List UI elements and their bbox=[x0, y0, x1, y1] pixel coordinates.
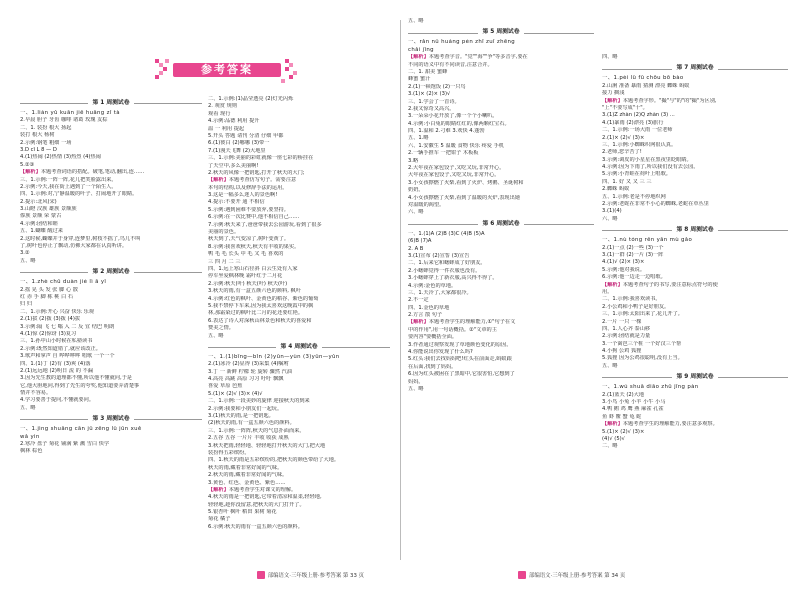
answer-line: 林,那霜染过的枫叶比二月的花还要红艳。 bbox=[208, 310, 304, 317]
answer-line: 2.摇 晃 头 发 张 脚 心 散 bbox=[20, 286, 78, 293]
answer-line: 五、略 bbox=[20, 404, 36, 411]
answer-line: 装打 根大 杨树 bbox=[20, 132, 55, 139]
answer-line: 2.山涧 准备 暴雨 猜测 漂亮 蜘蛛 蚂蚁 bbox=[602, 82, 690, 89]
answer-line: 2.(1)拔 (2)拨 (3)拨 (4)拔 bbox=[20, 316, 81, 323]
answer-line: 红 赤 手 脚 栋 桃 白 石 bbox=[20, 293, 74, 300]
section-heading: 第 4 周测试卷 bbox=[208, 342, 390, 353]
answer-line: 2.寒冷 盘子 菊花 铺满 紫 溅 雪白 快学 bbox=[20, 441, 110, 448]
section-heading: 第 9 周测试卷 bbox=[602, 372, 788, 383]
analysis-note: 【解析】本题考查字形。"撮"与"的"的"撮"为区别, bbox=[602, 97, 717, 104]
answer-line: 二、1.示例:一场大雨 一位老师 bbox=[602, 127, 673, 134]
answer-line: 三、1.示例:美丽的彩虹就像一座七彩的桥挂在 bbox=[208, 155, 314, 162]
answer-line: 4.你能说出你发现了什么吗? bbox=[408, 349, 473, 356]
answer-line: 四、1.远上寒山石径斜 白云生处有人家 bbox=[208, 265, 298, 272]
answer-line: 3.丁 一 新鲜 柠檬 轮 旋转 骤然 汽油 bbox=[208, 368, 292, 375]
banner-title: 参考答案 bbox=[201, 63, 253, 76]
answer-line: 2.一片 一只 一棵 bbox=[602, 318, 642, 325]
answer-line: 四、1.(1)丁 (2)有 (3)爽 (4)落 bbox=[20, 360, 91, 367]
answer-line: 了,树叶也停止了飘动,仿佛大家都在认真听讲。 bbox=[20, 243, 128, 250]
checker-deco bbox=[155, 75, 159, 79]
answer-line: 2.(1)蓝天 (2)大地 bbox=[602, 391, 645, 398]
answer-line: 4.学习要善于提问,不懂就要问。 bbox=[20, 397, 95, 404]
pinyin-line: 一、1.pèi lǚ fū chōu bō bào bbox=[602, 75, 684, 82]
analysis-tag: 【解析】 bbox=[408, 54, 429, 61]
answer-line: 2.(1)一顿饱饭 (2)一只鸟 bbox=[408, 83, 466, 90]
answer-line: 3.一朵朵小花开放了,像一个个小喇叭。 bbox=[408, 113, 498, 120]
pinyin-line: 一、1.nù tóng rěn yān mù gǎo bbox=[602, 237, 693, 244]
pinyin-line: 一、rǎn nǚ huáng pén zhī zuǐ zhēng bbox=[408, 39, 516, 46]
answer-line: (6)B (7)A bbox=[408, 238, 432, 245]
analysis-tag: 【解析】 bbox=[208, 486, 229, 493]
answer-line: 五、略 bbox=[602, 362, 618, 369]
answer-line: 三、1.学会了一首诗。 bbox=[408, 98, 460, 105]
left-column-2 bbox=[208, 96, 390, 531]
right-column-1 bbox=[408, 18, 594, 393]
answer-line: 六、1.安徽生 5 温暖 食物 快乐 疼爱 手机 bbox=[408, 142, 504, 149]
answer-line: 停车坐爱枫林晚 霜叶红于二月花 bbox=[208, 273, 283, 280]
answer-line: 2.早晨 胆子 牙齿 咖啡 诸葛 玫瑰 友棕 bbox=[20, 117, 108, 124]
section-heading: 第 3 周测试卷 bbox=[20, 414, 202, 425]
answer-line: 3.因为先生教的道理都不懂,所以他不懂就问,于是 bbox=[20, 375, 132, 382]
answer-line: 3.秋天的雨,有一盒五颜六色的颜料, 枫叶 bbox=[208, 288, 301, 295]
answer-line: 3.示例:调皮的小星星在黑夜里眨眼睛。 bbox=[602, 156, 692, 163]
answer-line: 2.示例:老蛇在非常不小心的蜘蛛,老蛇在草丛里 bbox=[602, 201, 709, 208]
analysis-tag: 【解析】 bbox=[602, 421, 623, 428]
answer-line: 四、略 bbox=[602, 54, 618, 60]
answer-line: 六、略 bbox=[408, 209, 424, 216]
answer-line: 轻轻地,趁你没留意,把秋天的大门打开了。 bbox=[208, 501, 305, 508]
answer-line: 三、1.天冷了,大家都很冷。 bbox=[408, 289, 472, 296]
answer-line: 2.不一定 bbox=[408, 297, 429, 304]
answer-line: 四、1. 好 又 又 三 三 bbox=[602, 178, 652, 185]
answer-line: 四、1.金色的草地 bbox=[408, 304, 450, 311]
pinyin-line: 一、1.wú shuā diāo zhū jīng pàn bbox=[602, 384, 699, 391]
answer-line: 4.示例:小白兔的眼睛红红的,像两颗红宝石。 bbox=[408, 120, 510, 127]
answer-line: 6.示例:在一次比赛中,他不相信自己…… bbox=[208, 214, 300, 221]
answer-line: 秋天到了,天气变凉了,树叶变黄了。 bbox=[208, 236, 290, 243]
answer-line: 五、略 bbox=[408, 18, 424, 24]
pinyin-line: 一、1.(1)bīng—bǐn (2)yūn—yùn (3)yǔn—yǔn bbox=[208, 353, 340, 360]
answer-line: 四、1.温和 2.刁难 3.欢快 4.蓬勃 bbox=[408, 128, 485, 135]
analysis-tag: 【解析】 bbox=[602, 97, 623, 104]
answer-line: 4.秋天的雨是一把钥匙,它带着清凉和温柔,轻轻地, bbox=[208, 494, 322, 501]
answer-line: 5.开头 答题 请刊 分清 仔细 甲都 bbox=[208, 132, 284, 139]
answer-line: 四、1.人心齐 泰山移 bbox=[602, 325, 651, 332]
section-heading: 第 5 周测试卷 bbox=[408, 27, 594, 38]
answer-line: 5.②③ bbox=[20, 161, 35, 168]
answer-line: 五、略 bbox=[408, 385, 424, 392]
answer-line: 二、1.示例:开心 兴奋 快乐 乐观 bbox=[20, 308, 94, 315]
right-page bbox=[400, 0, 800, 599]
answer-line: 三、1.示例:一阵一阵,花儿把笑脸露出来。 bbox=[20, 176, 117, 183]
answer-line: 2.示例:既然知道错了,就应该改正。 bbox=[20, 345, 101, 352]
pinyin-line: 一、1.lián yǔ kuān jiē huāng zǐ tà bbox=[20, 110, 120, 116]
answer-line: 4.示例:品德 利用 提升 bbox=[208, 118, 260, 125]
answer-line: 4.(1)热闹 (2)热情 (3)热烈 (4)热闹 bbox=[20, 154, 101, 161]
answer-line: 四、1.秋天的雨是五彩缤纷的,把秋天的颜色带给了大地。 bbox=[208, 457, 340, 464]
answer-line: 4.小狗 公鸡 狐狸 bbox=[602, 348, 642, 355]
answer-line: 4.鸭 鹅 鸡 鹰 燕 麻雀 孔雀 bbox=[602, 406, 664, 413]
answer-line: 六、略 bbox=[602, 215, 618, 222]
answer-line: 温 一 利用 提起 bbox=[208, 125, 245, 132]
answer-line: 本句的结构,以及修辞手法的运用。 bbox=[208, 184, 288, 191]
checker-deco bbox=[281, 79, 285, 83]
answer-line: 4.示例:因为下雨了,所以我们没有去公园。 bbox=[602, 164, 699, 171]
answer-line: 4.高亮 高跳 高原 习习 吁吁 飘飘 bbox=[208, 376, 284, 383]
answer-line: 五、1.略 bbox=[408, 135, 429, 142]
answer-line: 三、1.孙中山小时候在私塾读书 bbox=[20, 338, 93, 345]
answer-line: 2.(1)一点 (2)一些 (3)一个 bbox=[602, 244, 664, 251]
answer-line: 6.示例:他一边走一边唱歌。 bbox=[602, 274, 666, 281]
section-heading: 第 8 周测试卷 bbox=[602, 225, 788, 236]
analysis-note: 【解析】本题考查仿写句子。需要注意 bbox=[208, 177, 297, 184]
answer-line: 2.示例:钢笔 粗细 一场 bbox=[20, 139, 72, 146]
answer-line: 要内容"要概括全面。 bbox=[408, 334, 458, 341]
answer-line: 鱼 虾 鳖 蟹 龟 蛇 bbox=[602, 413, 642, 420]
answer-line: 三、1.示例:一阵阵,秋天的气息扑面而来。 bbox=[208, 427, 305, 434]
answer-line: 3.D cǐ L 8 — D bbox=[20, 146, 57, 153]
answer-line: 6.表达了诗人对深秋山林景色和秋天的喜爱和 bbox=[208, 317, 312, 324]
answer-line: 2. A B bbox=[408, 245, 424, 252]
answer-line: 菊花 橘子 bbox=[208, 516, 231, 523]
answer-line: 3.小女孩擦燃了火柴,看到了火炉、烤鹅、圣诞树和 bbox=[408, 179, 524, 186]
answer-line: 2.示例:秋天(叶) 秋天(叶) 秋天(叶) bbox=[208, 280, 288, 287]
answer-line: 2.小蟋蟀觉得一件衣服也没有。 bbox=[408, 267, 481, 274]
answer-line: 2.提示:北风(宋) bbox=[20, 198, 57, 205]
answer-line: 一、1.(1)A (2)B (3)C (4)B (5)A bbox=[408, 230, 485, 237]
answer-line: 3.小蟋蟀穿上了新衣服,高兴得不得了。 bbox=[408, 275, 498, 282]
answer-line: 2.示例:团结就是力量 bbox=[602, 333, 651, 340]
answer-line: (2)秋天的雨,有一盒五颜六色的颜料。 bbox=[208, 420, 295, 427]
answer-line: 情并不容易。 bbox=[20, 390, 52, 397]
answer-line: 3.(1)(4) bbox=[602, 208, 622, 215]
answer-line: 秋天的雨,藏着非常好闻的气味。 bbox=[208, 464, 283, 471]
pinyin-line: 一、1.jìng shuāng cān jū zēng lǜ jūn xuě bbox=[20, 426, 142, 433]
checker-deco bbox=[285, 67, 289, 71]
answer-line: 二、1.后来它和蟋蟀成了好朋友。 bbox=[408, 260, 486, 267]
analysis-note: 【解析】本题考查词语的搭配。破笔,笔动,翻出,连…… bbox=[20, 169, 145, 176]
answer-line: 5.(1)× (2)√ (3)× (4)√ bbox=[208, 390, 263, 397]
answer-line: 二、1.示例:一段美妙的旋律 迎接秋天的到来 bbox=[208, 398, 310, 405]
analysis-tag: 【解析】 bbox=[208, 177, 229, 184]
checker-deco bbox=[289, 75, 293, 79]
analysis-note: 【解析】本题考查学生的理解能力,①"句子在文 bbox=[408, 319, 516, 326]
answer-line: 2.大年夜在家包饺子,又吃又玩,非常开心。 bbox=[408, 165, 505, 172]
answer-line: 蜂蜜 蜜汁 bbox=[408, 76, 431, 83]
checker-deco bbox=[289, 63, 293, 67]
answer-line: 7.示例:秋天来了,爸爸带我去公园游玩,看到了很多 bbox=[208, 221, 322, 228]
analysis-note: 【解析】本题考查字音。"觉""海""争"等多音字,要在 bbox=[408, 54, 528, 61]
answer-line: 5.示例:他对我说。 bbox=[602, 266, 646, 273]
answer-line: 2.老师,您辛苦了! bbox=[602, 149, 642, 156]
answer-line: 2.小公鸡和小鸭子是好朋友。 bbox=[602, 303, 670, 310]
answers-banner bbox=[151, 54, 301, 88]
answer-line: 五、1.示例:老是不停地织网 bbox=[602, 193, 666, 200]
answer-line: 2.秋天的风像一把钥匙,打开了秋天的大门; bbox=[208, 169, 305, 176]
checker-deco bbox=[163, 67, 167, 71]
answer-line: 4.示例:金色的草地。 bbox=[408, 282, 457, 289]
analysis-note: 【解析】本题考查句子的书写,要注意标点符号的使 bbox=[602, 281, 718, 288]
answer-line: 二、1. 甜美 蜜蜂 bbox=[408, 68, 448, 75]
answer-line: 它,他大胆地问,得到了先生的夸奖,他知道要弄清楚事 bbox=[20, 382, 140, 389]
answer-line: 三、1.示例:小蜘蛛织网很认真。 bbox=[602, 141, 677, 148]
answer-line: 中的作用",用一句话概括。②"文章的主 bbox=[408, 326, 497, 333]
answer-line: 5.(1)× (2)√ (3)× bbox=[602, 428, 645, 435]
answer-line: 2.这时候,蝴蝶并于身穿,连梦里,树枝不摇了,鸟儿不叫 bbox=[20, 235, 141, 242]
right-column-2 bbox=[602, 54, 788, 451]
answer-line: 2. 观赏 规则 bbox=[208, 103, 237, 110]
answer-line: 4.(1)暴雨 (2)漂亮 (3)旅行 bbox=[602, 119, 664, 126]
answer-line: 五、略 bbox=[208, 332, 224, 339]
answer-line: 8.示例:我喜欢秋天,秋天有丰收的果实。 bbox=[208, 243, 300, 250]
answer-line: 五、略 bbox=[20, 257, 36, 264]
answer-line: 喜爱 草原 芭蕉 bbox=[208, 383, 243, 390]
answer-line: 3.② bbox=[20, 250, 30, 257]
answer-line: 3.黄色、红色、金黄色、紫色…… bbox=[208, 479, 286, 486]
checker-deco bbox=[293, 71, 297, 75]
answer-line: 6.因为红头被困在了黑暗中,它很害怕,它想到了 bbox=[408, 371, 515, 378]
answer-line: 赞美之情。 bbox=[208, 325, 234, 332]
answer-line: 枫林 棕色 bbox=[20, 448, 43, 455]
answer-line: 3.小鸟 小兔 小羊 小牛 小马 bbox=[602, 399, 666, 406]
answer-line: 二、1.示例:(1)晶莹透亮 (2)灯光闪烁 bbox=[208, 96, 294, 102]
answer-line: 2.方言 散 句子 bbox=[408, 312, 443, 319]
analysis-tag: 【解析】 bbox=[408, 319, 429, 326]
section-heading: 第 7 周测试卷 bbox=[602, 63, 788, 74]
answer-line: 4.(1)惊 (2)惊讶 (3)复习 bbox=[20, 330, 77, 337]
answer-line: 3.秋天把雨,轻轻地、轻轻地打开秋天的大门,把大地 bbox=[208, 442, 326, 449]
answer-line: 3.这是一幅多么迷人的景色啊! bbox=[208, 192, 278, 199]
page-footer-left bbox=[257, 571, 364, 580]
answer-line: 了天空中,多么美丽啊! bbox=[208, 162, 259, 169]
answer-line: 归 归 bbox=[20, 301, 33, 308]
analysis-note: 【解析】本题考查学生的理解能力,要注意多观察。 bbox=[602, 421, 718, 428]
answer-line: 2.五谷 五谷 一片片 丰收 收获 成熟 bbox=[208, 435, 289, 442]
answer-line: 2.我又惊奇又高兴。 bbox=[408, 105, 455, 112]
checker-deco bbox=[159, 71, 163, 75]
answer-line: 2.(1)× (2)√ (3)× bbox=[602, 134, 645, 141]
answer-line: 美丽的景色。 bbox=[208, 229, 240, 236]
answer-line: 2.蜘蛛 蚂蚁 bbox=[602, 186, 630, 193]
answer-line: 二、1.示例:我喜欢读书。 bbox=[602, 296, 661, 303]
answer-line: 3.山瞪 汉族 雄族 景颇族 bbox=[20, 206, 77, 213]
answer-line: (4)√ (5)√ bbox=[602, 435, 625, 442]
answer-line: 大年夜在家包饺子,又吃又玩,非常开心。 bbox=[408, 172, 500, 179]
analysis-tag: 【解析】 bbox=[20, 169, 41, 176]
answer-line: 傣族 景颇 荣 蒙古 bbox=[20, 213, 62, 220]
answer-line: 2.一辆手推车 一把钳子 木板板 bbox=[408, 150, 479, 157]
answer-line: 用。 bbox=[602, 288, 613, 295]
answer-line: 5.狐狸 因为公鸡很聪明,没有上当。 bbox=[602, 355, 683, 362]
footer-text: 部编语文·三年级上册·参考答案 第 34 页 bbox=[529, 572, 626, 579]
footer-stamp bbox=[257, 571, 265, 579]
answer-line: 4.示例:红色的枫叶、金黄色的稻谷、紫色的葡萄 bbox=[208, 295, 319, 302]
analysis-tag: 【解析】 bbox=[602, 281, 623, 288]
answer-line: 2.秋天的雨,藏着非常好闻的气味。 bbox=[208, 472, 288, 479]
answer-line: 4.提示:不要开 通 不相信 bbox=[208, 199, 265, 206]
answer-line: 5.红头:我们去找妈妈吧!红头在前面走,蚂蚁跟 bbox=[408, 356, 512, 363]
answer-line: 7.(1)漫天飞舞 (2)大地里 bbox=[208, 147, 266, 154]
page-footer-right bbox=[518, 571, 625, 580]
answer-line: 2.示例:我要和小朋友们一起玩。 bbox=[208, 405, 283, 412]
answer-line: 不同的语义中有不同读音,注意合并。 bbox=[408, 61, 493, 68]
answer-line: 3.作者通过观察发现了草地颜色变化的原因。 bbox=[408, 341, 512, 348]
answer-line: 3.歌声和掌声 自 哗哗哗哗 唱歌 一个一个 bbox=[20, 353, 115, 360]
answer-line: 3.(1)宣布 (2)宣誓 (3)宣告 bbox=[408, 252, 470, 259]
pinyin-line: 一、1.zhè chū duàn jié lì ā yǐ bbox=[20, 279, 107, 286]
answer-line: 接力 搁浅 bbox=[602, 90, 625, 97]
answer-line: 4.(1)√ (2)× (3)× bbox=[602, 259, 645, 266]
answer-line: 观看 现行 bbox=[208, 110, 231, 117]
section-heading: 第 1 周测试卷 bbox=[20, 98, 202, 109]
analysis-note: 【解析】本题考查学生对课文的理解。 bbox=[208, 486, 297, 493]
answer-line: 2.示例:今天,我在街上遇到了一个陌生人。 bbox=[20, 183, 117, 190]
answer-line: 装扮得五彩缤纷。 bbox=[208, 449, 250, 456]
answer-line: 在后面,找到了妈妈。 bbox=[408, 363, 457, 370]
answer-line: 鸭 毛 毛 长头 中 毛 又 毛 喜欢的 bbox=[208, 251, 284, 258]
answer-line: 三 四 月 二 三 bbox=[208, 258, 241, 265]
answer-line: 妈妈。 bbox=[408, 378, 424, 385]
answer-line: 3.(1)一群 (2)一片 (3)一阵 bbox=[602, 251, 664, 258]
answer-line: "上"不要写成"十"。 bbox=[602, 104, 648, 111]
answer-line: 二、1. 装扮 根大 扬起 bbox=[20, 124, 72, 131]
answer-line: 奶奶。 bbox=[408, 187, 424, 194]
answer-line: 3.示例:隔 飞 七 嗡 入 二 反 宜 结巴 明朗 bbox=[20, 323, 115, 330]
footer-stamp bbox=[518, 571, 526, 579]
answer-line: 5.示例:小青蛙在荷叶上唱歌。 bbox=[602, 171, 671, 178]
checker-deco bbox=[165, 59, 169, 63]
answer-line: 2.(1)远远地 (2)明日 流 的 不漏 bbox=[20, 367, 93, 374]
answer-line: 6.(1)彼白 (2)哪哪 (3)带一 bbox=[208, 140, 270, 147]
answer-line: 3.(1)Z zhàn (2)Q zhàn (3) ... bbox=[602, 112, 675, 119]
answer-line: 5.银杏叶 枫叶 稻田 果树 菊花 bbox=[208, 509, 277, 516]
answer-line: 6.示例:秋天的雨有一盒五颜六色的颜料。 bbox=[208, 523, 303, 530]
answer-line: 5.示例:遇到困难不要放弃,要坚持。 bbox=[208, 206, 289, 213]
pinyin-line: wǎ yìn bbox=[20, 433, 40, 440]
answer-line: 二、略 bbox=[602, 443, 618, 450]
answer-line: 4.小女孩擦燃了火柴,看到了温暖的火炉,表现出她 bbox=[408, 194, 520, 201]
answer-line: 3.(1)秋天的雨,是一把钥匙。 bbox=[208, 413, 274, 420]
answer-line: 2.(1)冰冷 (2)显得 (3)采集 (4)嘱咐 bbox=[208, 361, 289, 368]
answer-line: 三、1.示例:太阳出来了,花儿开了。 bbox=[602, 311, 683, 318]
answer-line: 对温暖的渴望。 bbox=[408, 201, 445, 208]
section-heading: 第 2 周测试卷 bbox=[20, 267, 202, 278]
answer-line: 3.(1)× (2)× (3)√ bbox=[408, 91, 451, 98]
answer-line: 四、1.示例:对,宁静温暖的叶子、打闹地开了眼睛。 bbox=[20, 191, 138, 198]
answer-line: 4.示例:团结和睦 bbox=[20, 220, 58, 227]
answer-line: 3.略 bbox=[408, 157, 419, 164]
pinyin-line: chǎi jīng bbox=[408, 46, 434, 53]
answer-line: 3.一个篱笆三个桩 一个好汉三个帮 bbox=[602, 340, 682, 347]
answer-line: 5.我不禁停下车来,因为我太喜欢这晚霞中的枫 bbox=[208, 302, 314, 309]
answer-line: 五、1.蝴蝶 醒过来 bbox=[20, 228, 63, 235]
section-heading: 第 6 周测试卷 bbox=[408, 219, 594, 230]
footer-text: 部编语文·三年级上册·参考答案 第 33 页 bbox=[267, 572, 364, 579]
left-column-1 bbox=[20, 96, 202, 456]
